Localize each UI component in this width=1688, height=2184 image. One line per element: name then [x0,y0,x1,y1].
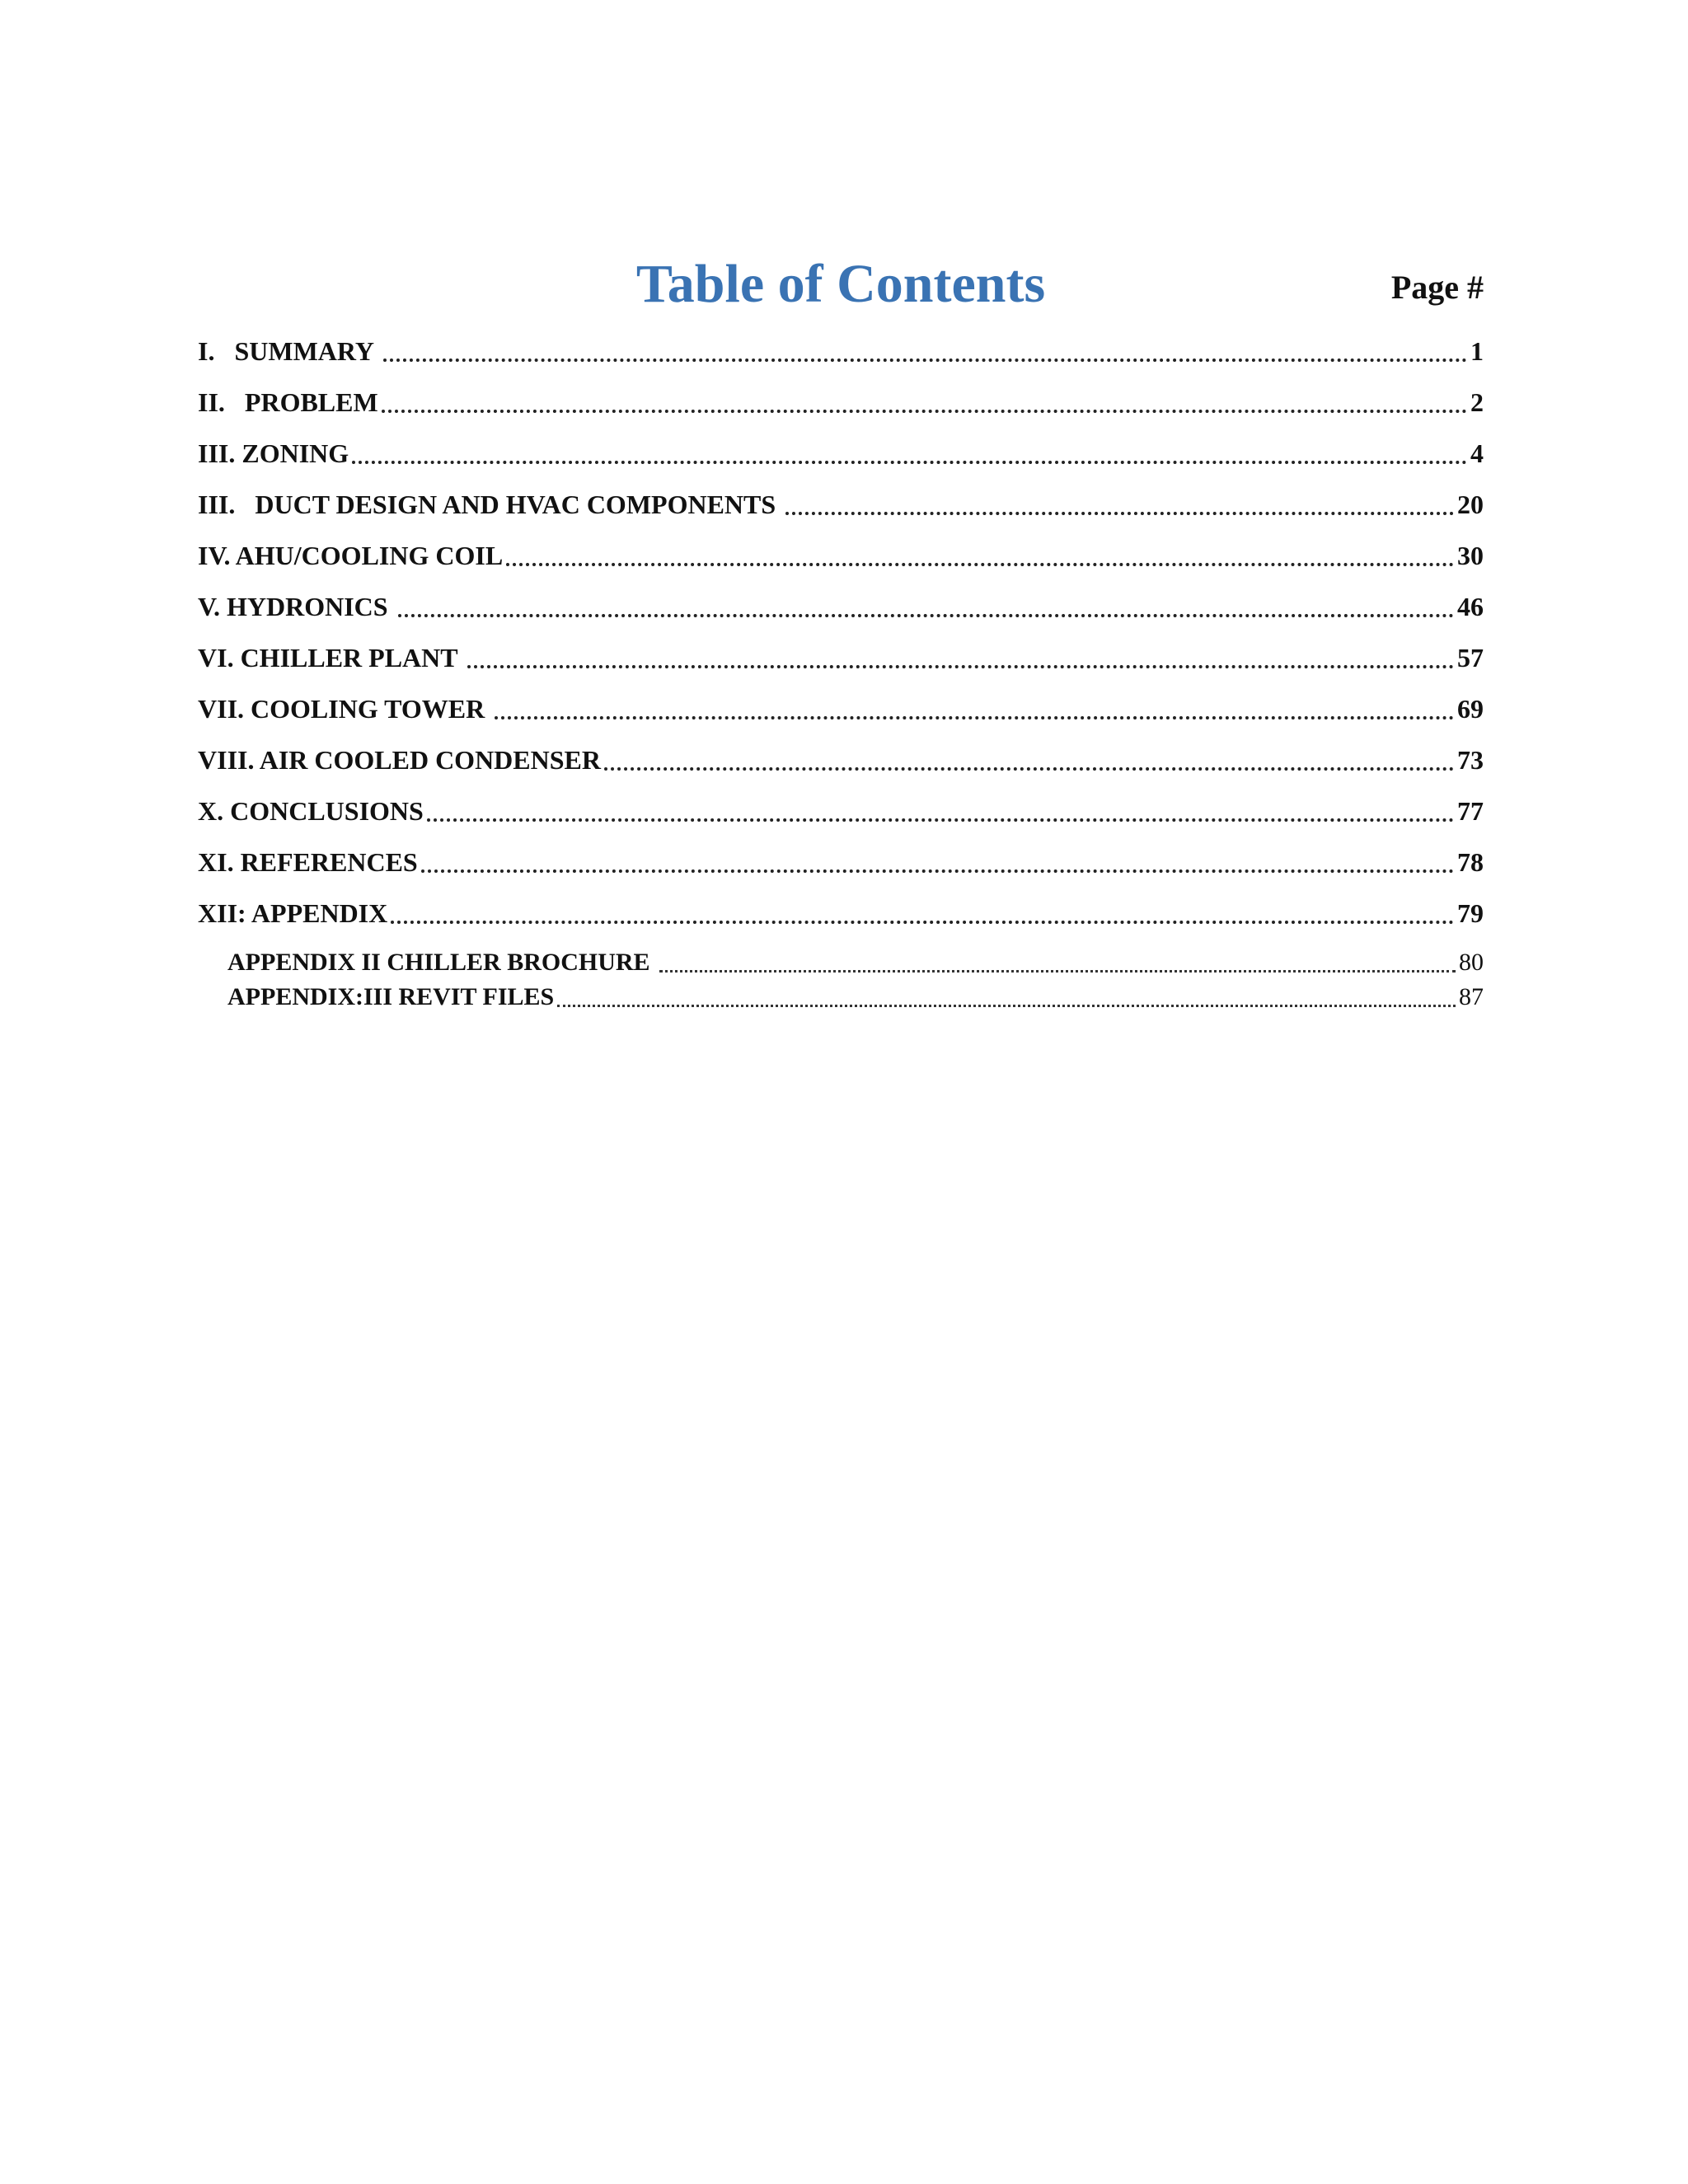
dot-leader [467,665,1454,668]
toc-subentry-label: APPENDIX:III REVIT FILES [227,983,555,1010]
dot-leader [352,461,1467,464]
toc-entry-label: I. SUMMARY [198,336,380,366]
toc-entry-problem[interactable] [198,381,1484,420]
toc-entry-label: X. CONCLUSIONS [198,796,424,826]
page-number-column-label: Page # [1390,269,1484,306]
dot-leader [427,818,1454,822]
toc-entry-page: 1 [1470,336,1484,366]
dot-leader [506,563,1454,566]
toc-entry-page: 30 [1457,541,1484,570]
toc-entry-label: II. PROBLEM [198,387,378,417]
toc-subentry-page: 80 [1459,949,1484,976]
dot-leader [391,921,1454,924]
dot-leader [421,869,1454,873]
dot-leader [785,512,1454,515]
toc-entry-label: IV. AHU/COOLING COIL [198,541,504,570]
toc-entry-page: 2 [1470,387,1484,417]
toc-entry-page: 20 [1457,490,1484,519]
toc-entry-conclusions[interactable] [198,790,1484,829]
toc-entry-label: VI. CHILLER PLANT [198,643,465,673]
toc-entry-label: III. ZONING [198,438,349,468]
toc-entry-page: 69 [1457,694,1484,724]
dot-leader [659,970,1456,972]
toc-entry-label: VIII. AIR COOLED CONDENSER [198,745,601,775]
toc-entry-duct-design[interactable] [198,483,1484,523]
toc-entry-page: 77 [1457,796,1484,826]
toc-subentry-page: 87 [1459,983,1484,1010]
dot-leader [383,359,1467,362]
toc-entry-page: 73 [1457,745,1484,775]
toc-entry-summary[interactable] [198,330,1484,369]
toc-entry-page: 78 [1457,847,1484,877]
toc-entry-label: III. DUCT DESIGN AND HVAC COMPONENTS [198,490,783,519]
toc-entry-page: 57 [1457,643,1484,673]
toc-entry-page: 4 [1470,438,1484,468]
page-title: Table of Contents [635,254,1046,314]
toc-subentry-chiller-brochure[interactable] [227,944,1484,979]
toc-entry-cooling-tower[interactable] [198,687,1484,727]
toc-entry-hydronics[interactable] [198,585,1484,625]
toc-entry-page: 79 [1457,898,1484,928]
toc-entry-chiller-plant[interactable] [198,636,1484,676]
dot-leader [604,767,1454,771]
toc-entry-label: XI. REFERENCES [198,847,418,877]
toc-subentry-label: APPENDIX II CHILLER BROCHURE [227,949,657,976]
toc-entry-appendix[interactable] [198,892,1484,931]
toc-entry-ahu-cooling-coil[interactable] [198,534,1484,574]
toc-entry-air-cooled-condenser[interactable] [198,738,1484,778]
toc-header [198,247,1484,321]
toc-entry-label: V. HYDRONICS [198,592,395,621]
toc-subentry-revit-files[interactable] [227,979,1484,1014]
dot-leader [382,410,1467,413]
toc-entry-references[interactable] [198,841,1484,880]
dot-leader [557,1005,1456,1007]
toc-entry-zoning[interactable] [198,432,1484,471]
dot-leader [398,614,1454,617]
toc-entry-label: XII: APPENDIX [198,898,388,928]
toc-entry-label: VII. COOLING TOWER [198,694,492,724]
dot-leader [495,716,1454,719]
toc-entry-page: 46 [1457,592,1484,621]
